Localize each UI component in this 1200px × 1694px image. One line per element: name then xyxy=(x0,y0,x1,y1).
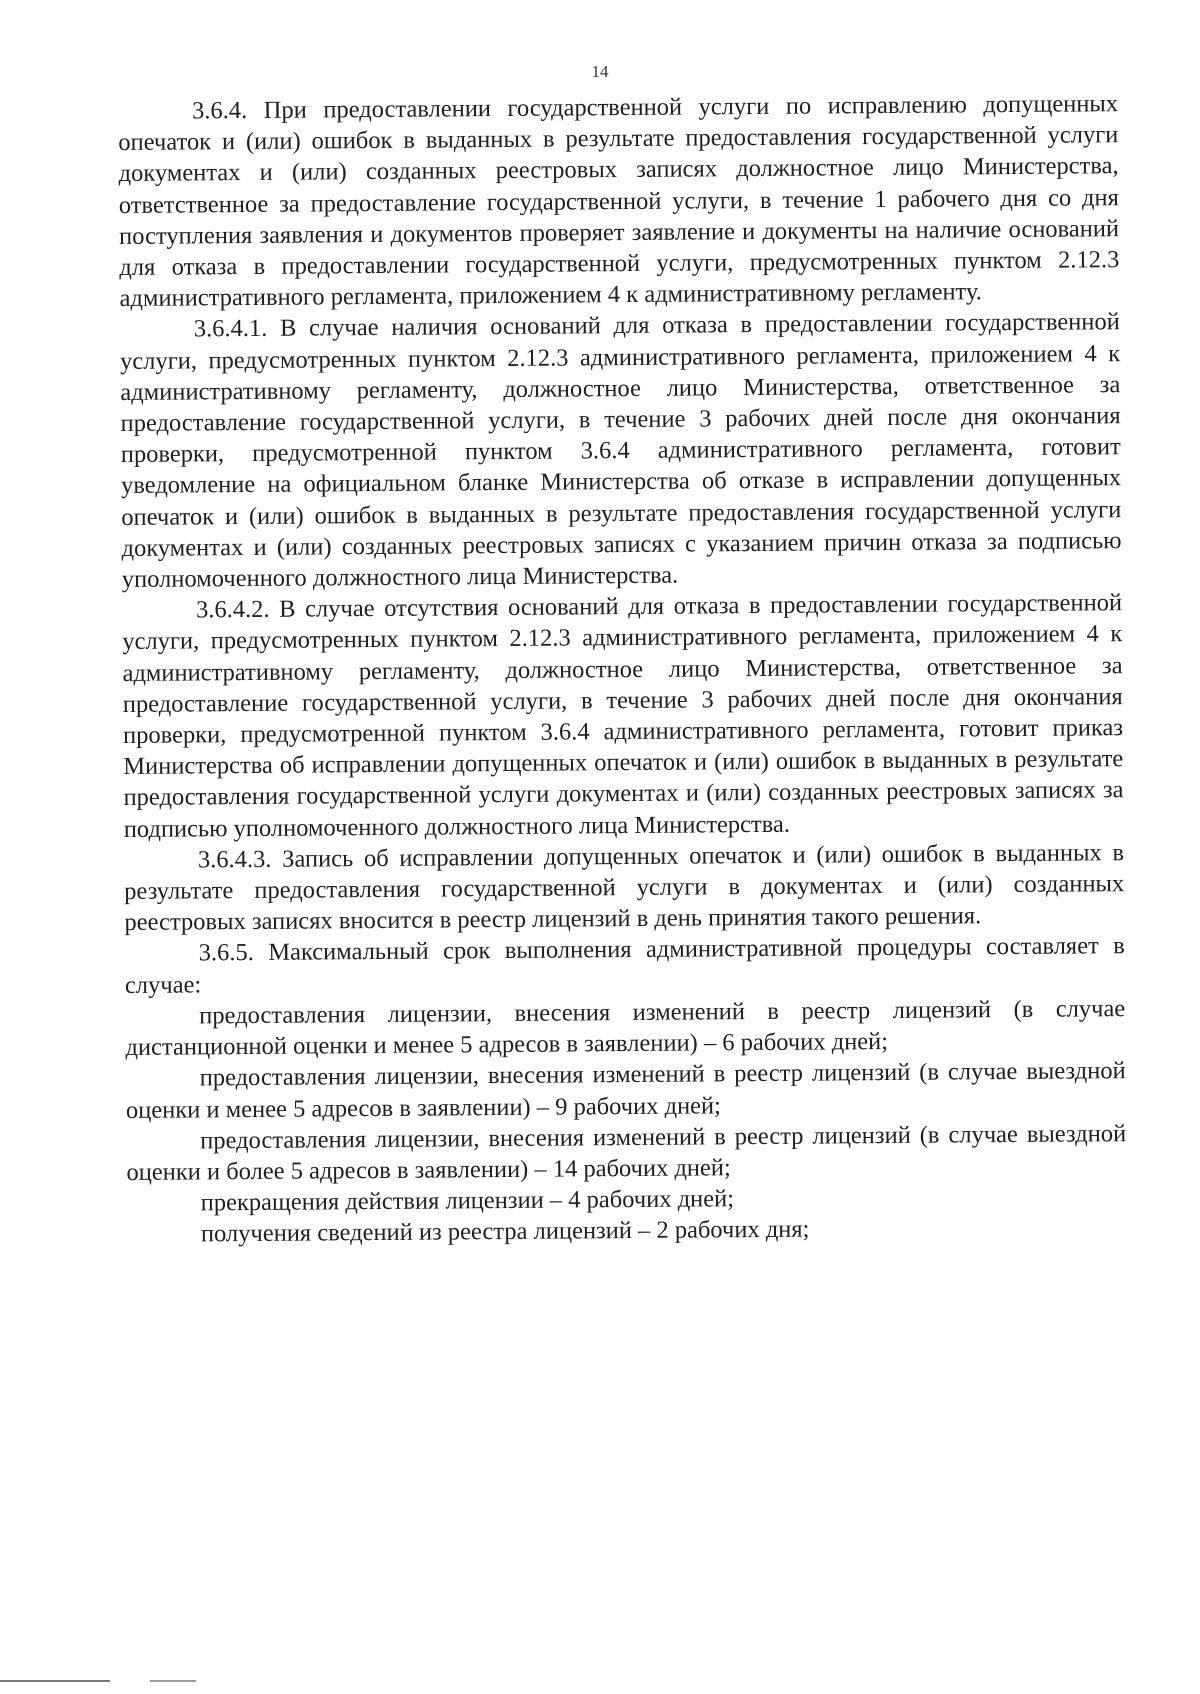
list-item: получения сведений из реестра лицензий – 2 рабочих дня; xyxy=(200,1215,810,1248)
list-item: прекращения действия лицензии – 4 рабочих дней; xyxy=(200,1185,735,1217)
paragraph-3-6-4-1: 3.6.4.1. В случае наличия оснований для отказа в предоставлении государственной услуги, предусмотренных пунктом 2.12.3 административного регламента, приложением 4 к административному регламенту, должностное лицо Министерства, ответственное за предоставление государственной услуги, в течение 3 рабочих дней после дня окончания проверки, предусмотренной пунктом 3.6.4 административного регламента, готовит уведомление на официальном бланке Министерства об отказе в исправлении допущенных опечаток и (или) ошибок в выданных в результате предоставления государственной услуги документах и (или) созданных реестровых записях с указанием причин отказа за подписью уполномоченного должностного лица Министерства. xyxy=(119,308,1122,594)
scan-edge-mark xyxy=(150,1680,196,1682)
list-item: предоставления лицензии, внесения изменений в реестр лицензий (в случае выездной оценки и менее 5 адресов в заявлении) – 9 рабочих дней; xyxy=(125,1057,1126,1124)
document-body xyxy=(118,88,1127,1250)
paragraph-3-6-5: 3.6.5. Максимальный срок выполнения административной процедуры составляет в случае: xyxy=(124,932,1125,999)
list-item: предоставления лицензии, внесения изменений в реестр лицензий (в случае дистанционной оценки и менее 5 адресов в заявлении) – 6 рабочих дней; xyxy=(125,995,1126,1062)
paragraph-3-6-4-3: 3.6.4.3. Запись об исправлении допущенных опечаток и (или) ошибок в выданных в результате предоставления государственной услуги в документах и (или) созданных реестровых записях вносится в реестр лицензий в день принятия такого решения. xyxy=(124,838,1125,937)
list-item: предоставления лицензии, внесения изменений в реестр лицензий (в случае выездной оценки и более 5 адресов в заявлении) – 14 рабочих дней; xyxy=(126,1119,1127,1186)
deadline-list xyxy=(125,993,1127,1250)
paragraph-3-6-4-2: 3.6.4.2. В случае отсутствия оснований для отказа в предоставлении государственной услуги, предусмотренных пунктом 2.12.3 административного регламента, приложением 4 к административному регламенту, должностное лицо Министерства, ответственное за предоставление государственной услуги, в течение 3 рабочих дней после дня окончания проверки, предусмотренной пунктом 3.6.4 административного регламента, готовит приказ Министерства об исправлении допущенных опечаток и (или) ошибок в выданных в результате предоставления государственной услуги документах и (или) созданных реестровых записях за подписью уполномоченного должностного лица Министерства. xyxy=(122,589,1124,843)
page-number: 14 xyxy=(591,62,609,81)
paragraph-3-6-4: 3.6.4. При предоставлении государственной услуги по исправлению допущенных опечаток и (или) ошибок в выданных в результате предоставления государственной услуги документах и (или) созданных реестровых записях должностное лицо Министерства, ответственное за предоставление государственной услуги, в течение 1 рабочего дня со дня поступления заявления и документов проверяет заявление и документы на наличие оснований для отказа в предоставлении государственной услуги, предусмотренных пунктом 2.12.3 административного регламента, приложением 4 к административному регламенту. xyxy=(118,90,1120,313)
scan-edge-mark xyxy=(0,1680,110,1682)
